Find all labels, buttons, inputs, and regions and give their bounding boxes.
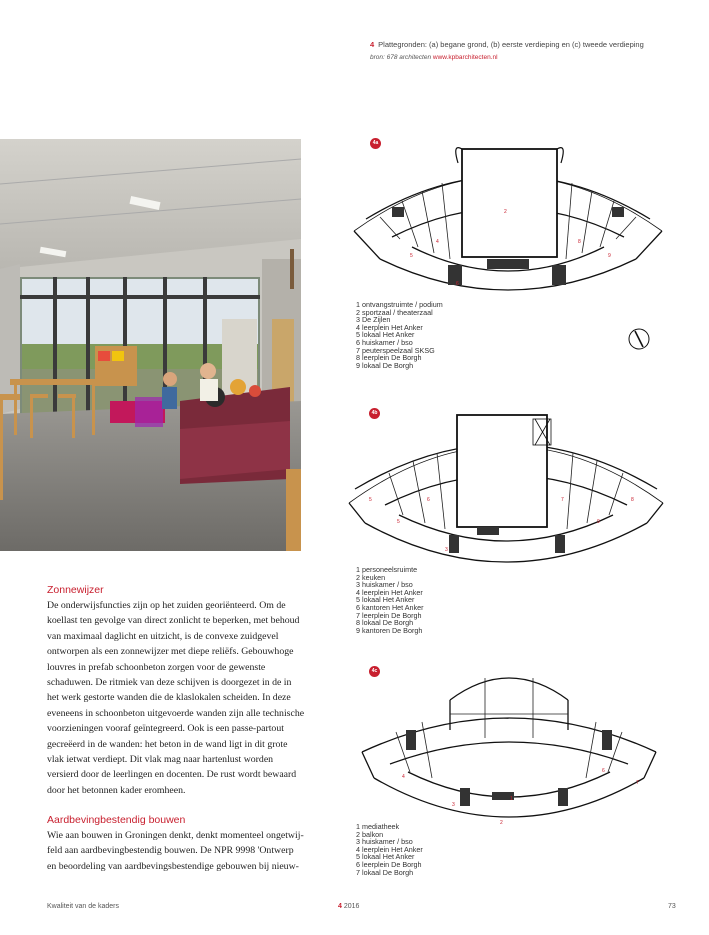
plan-b-label-8: 8 bbox=[631, 497, 634, 503]
plan-c-legend bbox=[356, 823, 423, 876]
legend-item: 1 mediatheek bbox=[356, 822, 400, 831]
floor-plan-a bbox=[352, 135, 664, 301]
plan-b-label-6: 6 bbox=[427, 497, 430, 503]
plan-c-label-2: 2 bbox=[500, 820, 503, 826]
footer-issue bbox=[338, 903, 359, 910]
article-section-zonnewijzer bbox=[47, 584, 305, 798]
section-body: Wie aan bouwen in Groningen denkt, denkt momenteel ongetwij-feld aan aardbevingbestendig bouwen. De NPR 9998 'Ontwerp en beoordeling van aardbevingsbestendige gebouwen bij nieuw- bbox=[47, 830, 304, 872]
north-arrow-icon bbox=[627, 327, 651, 351]
plan-c-label-4: 4 bbox=[402, 774, 405, 780]
legend-item: 5 lokaal Het Anker bbox=[356, 595, 415, 605]
floor-plan-b bbox=[345, 405, 667, 567]
legend-item: 1 ontvangstruimte / podium bbox=[356, 300, 443, 309]
footer-issue-number: 4 bbox=[338, 903, 342, 910]
plan-b-label-7: 7 bbox=[561, 497, 564, 503]
legend-item: 9 kantoren De Borgh bbox=[356, 625, 423, 635]
plan-b-label-9: 9 bbox=[597, 519, 600, 525]
legend-item: 4 leerplein Het Anker bbox=[356, 322, 423, 332]
page-number: 73 bbox=[668, 903, 676, 910]
legend-item: 6 huiskamer / bso bbox=[356, 337, 413, 347]
legend-item: 1 personeelsruimte bbox=[356, 565, 418, 574]
legend-item: 6 leerplein De Borgh bbox=[356, 859, 422, 869]
plan-b-label-5: 5 bbox=[397, 519, 400, 525]
plan-b-legend bbox=[356, 566, 424, 634]
article-section-aardbeving bbox=[47, 814, 305, 874]
legend-item: 7 peuterspeelzaal SKSG bbox=[356, 345, 435, 355]
legend-item: 9 lokaal De Borgh bbox=[356, 360, 414, 370]
legend-item: 2 sportzaal / theaterzaal bbox=[356, 307, 433, 317]
plan-a-label-6: 6 bbox=[456, 281, 459, 287]
legend-item: 3 De Zijlen bbox=[356, 315, 391, 325]
plan-c-label-3: 3 bbox=[452, 802, 455, 808]
footer-year: 2016 bbox=[343, 903, 360, 910]
figure-caption bbox=[370, 38, 690, 64]
footer-running-title: Kwaliteit van de kaders bbox=[47, 903, 119, 910]
plan-b-label-5: 5 bbox=[369, 497, 372, 503]
legend-item: 8 lokaal De Borgh bbox=[356, 618, 414, 628]
legend-item: 4 leerplein Het Anker bbox=[356, 587, 423, 597]
floor-plan-a-drawing bbox=[352, 135, 664, 301]
legend-item: 5 lokaal Het Anker bbox=[356, 852, 415, 862]
legend-item: 8 leerplein De Borgh bbox=[356, 353, 422, 363]
floor-plan-b-drawing bbox=[345, 405, 667, 567]
section-body: De onderwijsfuncties zijn op het zuiden georiënteerd. Om de koellast ten gevolge van direct zonlicht te beperken, met behoud van maximaal daglicht en uitzicht, is de convexe zuidgevel ontworpen als een zonnewijzer met diepe reliëfs. Gebouwhoge louvres in prefab schoonbeton zorgen voor de gewenste schaduwen. De ritmiek van deze schijven is doorgezet in de in het werk gestorte wanden die de klaslokalen scheiden. In deze eveneens in schoonbeton uitgevoerde wanden zijn alle technische voorzieningen vooraf geïntegreerd. Ook is een passe-partout gecreëerd in de wanden: het beton in de wand ligt in dit grote vlak ietwat verdiept. Dit vlak mag naar hartenlust worden versierd door de leerlingen en docenten. De rust wordt bewaard door het betonnen kader eromheen. bbox=[47, 600, 305, 796]
plan-b-label-3: 3 bbox=[445, 547, 448, 553]
legend-item: 7 leerplein De Borgh bbox=[356, 610, 422, 620]
legend-item: 6 kantoren Het Anker bbox=[356, 602, 424, 612]
plan-c-label-6: 6 bbox=[602, 768, 605, 774]
plan-a-legend bbox=[356, 301, 443, 369]
caption-text: Plattegronden: (a) begane grond, (b) eerste verdieping en (c) tweede verdieping bbox=[378, 40, 644, 49]
floor-plan-c-drawing bbox=[350, 660, 668, 826]
legend-item: 3 huiskamer / bso bbox=[356, 837, 413, 847]
figure-number: 4 bbox=[370, 40, 375, 49]
plan-c-badge: 4c bbox=[369, 666, 380, 677]
legend-item: 4 leerplein Het Anker bbox=[356, 844, 423, 854]
plan-a-label-5: 5 bbox=[410, 253, 413, 259]
section-heading: Aardbevingbestendig bouwen bbox=[47, 814, 186, 826]
plan-a-label-9: 9 bbox=[608, 253, 611, 259]
plan-a-label-8: 8 bbox=[578, 239, 581, 245]
plan-a-label-4: 4 bbox=[436, 239, 439, 245]
classroom-photo bbox=[0, 139, 301, 551]
legend-item: 5 lokaal Het Anker bbox=[356, 330, 415, 340]
section-heading: Zonnewijzer bbox=[47, 584, 104, 596]
caption-source-text: bron: 678 architecten bbox=[370, 54, 432, 61]
legend-item: 2 keuken bbox=[356, 572, 386, 582]
plan-c-label-7: 7 bbox=[636, 780, 639, 786]
legend-item: 3 huiskamer / bso bbox=[356, 580, 413, 590]
caption-source bbox=[370, 51, 690, 64]
plan-c-label-1: 1 bbox=[510, 796, 513, 802]
plan-a-badge: 4a bbox=[370, 138, 381, 149]
legend-item: 2 balkon bbox=[356, 829, 384, 839]
legend-item: 7 lokaal De Borgh bbox=[356, 867, 414, 877]
floor-plan-c bbox=[350, 660, 668, 826]
plan-a-label-2: 2 bbox=[504, 209, 507, 215]
plan-b-badge: 4b bbox=[369, 408, 380, 419]
caption-source-link[interactable]: www.kpbarchitecten.nl bbox=[432, 54, 498, 61]
